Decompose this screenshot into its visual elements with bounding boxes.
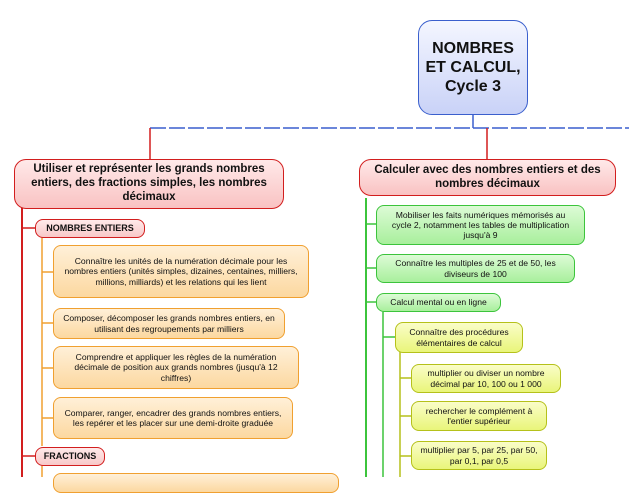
leaf-comparer-ranger[interactable] (53, 397, 293, 439)
root-node[interactable] (418, 20, 528, 115)
leaf-multiplier-par-5[interactable] (411, 441, 547, 470)
leaf-fractions-partial[interactable] (53, 473, 339, 493)
leaf-text: multiplier ou diviser un nombre décimal par 10, 100 ou 1 000 (427, 368, 545, 389)
leaf-regles-numeration[interactable] (53, 346, 299, 389)
leaf-text: Connaître les unités de la numération décimale pour les nombres entiers (unités simples, dizaines, centaines, milliers, millions, milliards) et les relations qui les lient (64, 256, 298, 287)
category-fractions[interactable] (35, 447, 105, 466)
leaf-text: rechercher le complément à l'entier supérieur (425, 405, 533, 426)
leaf-text: multiplier par 5, par 25, par 50, par 0,1, par 0,5 (420, 445, 538, 466)
category-nombres-entiers[interactable] (35, 219, 145, 238)
category-label: NOMBRES ENTIERS (46, 223, 134, 234)
leaf-text: Comprendre et appliquer les règles de la numération décimale de position aux grands nombres (jusqu'à 12 chiffres) (74, 352, 278, 383)
root-title: NOMBRES ET CALCUL, Cycle 3 (425, 39, 521, 96)
leaf-calcul-mental[interactable] (376, 293, 501, 312)
leaf-composer-decomposer[interactable] (53, 308, 285, 339)
leaf-complement-entier[interactable] (411, 401, 547, 431)
leaf-multiples-diviseurs[interactable] (376, 254, 575, 283)
branch-right-main[interactable] (359, 159, 616, 196)
category-label: FRACTIONS (43, 451, 97, 462)
leaf-text: Comparer, ranger, encadrer des grands nombres entiers, les repérer et les placer sur une demi-droite graduée (64, 407, 282, 428)
leaf-text: Connaître des procédures élémentaires de calcul (409, 327, 509, 348)
leaf-text: Composer, décomposer les grands nombres entiers, en utilisant des regroupements par milliers (63, 313, 275, 334)
branch-right-title: Calculer avec des nombres entiers et des nombres décimaux (374, 163, 601, 190)
leaf-text: Connaître les multiples de 25 et de 50, les diviseurs de 100 (395, 258, 556, 279)
leaf-text: Calcul mental ou en ligne (390, 297, 487, 308)
branch-left-title: Utiliser et représenter les grands nombres entiers, des fractions simples, les nombres décimaux (31, 163, 267, 203)
subnode-procedures-calcul[interactable] (395, 322, 523, 353)
leaf-text: Mobiliser les faits numériques mémorisés au cycle 2, notamment les tables de multiplication jusqu'à 9 (391, 209, 570, 241)
branch-left-main[interactable] (14, 159, 284, 209)
leaf-multiplier-diviser-10[interactable] (411, 364, 561, 393)
leaf-faits-numeriques[interactable] (376, 205, 585, 245)
leaf-unites-numeration[interactable] (53, 245, 309, 298)
